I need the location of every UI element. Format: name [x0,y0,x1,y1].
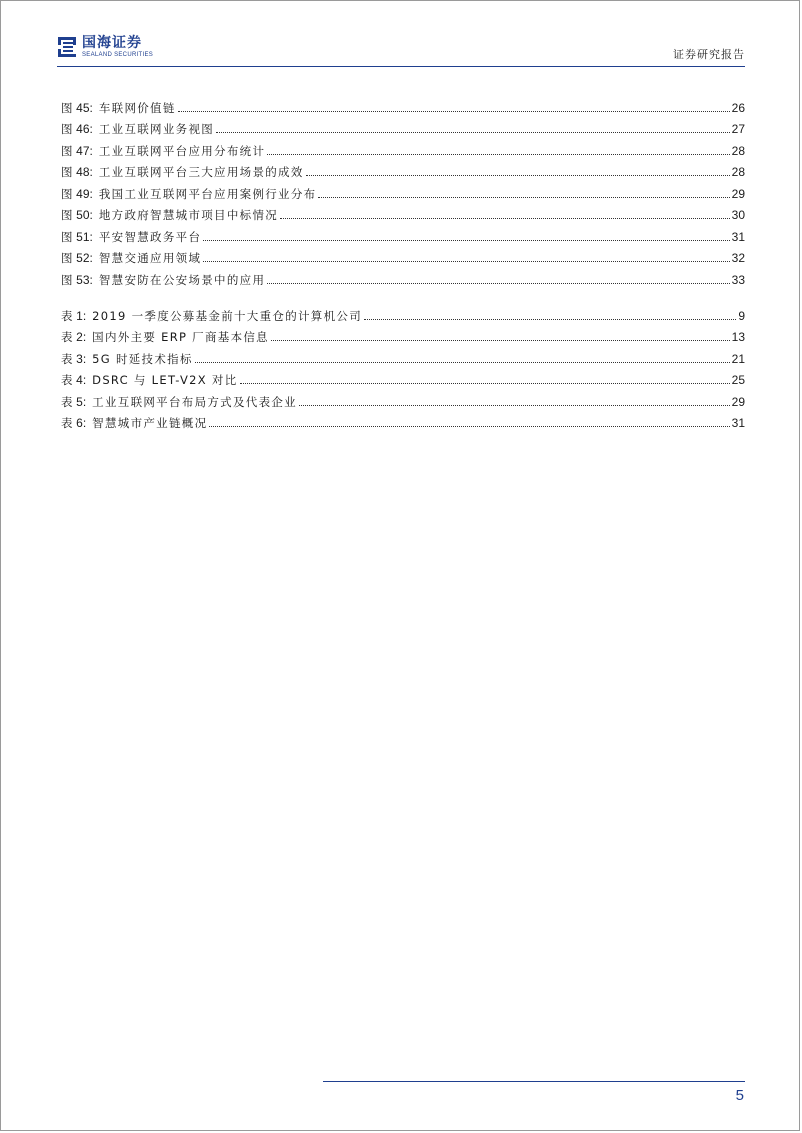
entry-number: 50: [76,208,93,222]
entry-page: 30 [731,208,745,222]
entry-title: 地方政府智慧城市项目中标情况 [98,208,279,222]
entry-number: 6: [76,416,87,430]
entry-page: 33 [731,272,745,287]
dot-leader [318,197,729,198]
logo-english-name: SEALAND SECURITIES [82,52,154,58]
dot-leader [240,383,730,384]
page-number: 5 [735,1087,744,1104]
toc-entry-table-3[interactable] [61,344,745,366]
entry-title: 国内外主要 ERP 厂商基本信息 [92,330,269,344]
toc-entry-figure-52[interactable] [61,244,745,266]
toc-entry-figure-51[interactable] [61,222,745,244]
entry-number: 49: [76,186,93,201]
entry-page: 13 [731,330,745,344]
entry-number: 47: [76,143,93,158]
dot-leader [203,261,729,262]
toc-entry-table-5[interactable] [61,387,745,409]
toc-entry-figure-53[interactable] [61,265,745,287]
entry-number: 1: [76,308,87,323]
logo-chinese-name: 国海证券 [82,35,142,51]
entry-prefix: 图 [61,186,77,201]
dot-leader [178,111,730,112]
report-type-label: 证券研究报告 [673,48,745,61]
entry-page: 32 [731,251,745,265]
dot-leader [209,426,729,427]
entry-title: 车联网价值链 [98,100,176,115]
entry-page: 31 [731,416,745,430]
entry-page: 27 [731,122,745,136]
entry-number: 5: [76,394,87,409]
header-divider [57,66,745,67]
entry-prefix: 表 [61,308,77,323]
dot-leader [267,154,729,155]
entry-title: 工业互联网业务视图 [98,122,215,136]
entry-prefix: 表 [61,394,77,409]
table-list [61,301,745,430]
entry-page: 28 [731,143,745,158]
entry-page: 9 [738,308,745,323]
dot-leader [306,175,730,176]
entry-number: 53: [76,272,93,287]
entry-number: 51: [76,229,93,244]
toc-entry-table-2[interactable] [61,323,745,345]
dot-leader [271,340,730,341]
toc-entry-table-6[interactable] [61,409,745,431]
entry-title: 我国工业互联网平台应用案例行业分布 [98,186,317,201]
entry-prefix: 表 [61,373,77,387]
entry-prefix: 图 [61,229,77,244]
toc-entry-figure-48[interactable] [61,158,745,180]
toc-entry-figure-49[interactable] [61,179,745,201]
entry-prefix: 图 [61,165,77,179]
entry-page: 28 [731,165,745,179]
entry-page: 31 [731,229,745,244]
entry-prefix: 表 [61,351,77,366]
entry-page: 29 [731,394,745,409]
entry-title: DSRC 与 LET-V2X 对比 [92,373,238,387]
toc-entry-table-4[interactable] [61,366,745,388]
footer-divider [323,1081,745,1082]
entry-prefix: 表 [61,416,77,430]
toc-entry-figure-50[interactable] [61,201,745,223]
entry-number: 2: [76,330,87,344]
entry-number: 45: [76,100,93,115]
entry-title: 平安智慧政务平台 [98,229,202,244]
dot-leader [203,240,729,241]
entry-prefix: 表 [61,330,77,344]
entry-page: 26 [731,100,745,115]
entry-title: 工业互联网平台三大应用场景的成效 [98,165,304,179]
entry-title: 智慧交通应用领域 [98,251,202,265]
entry-number: 46: [76,122,93,136]
figure-list [61,93,745,287]
toc-entry-figure-46[interactable] [61,115,745,137]
entry-title: 5G 时延技术指标 [92,351,193,366]
company-logo [57,36,153,59]
dot-leader [299,405,730,406]
entry-prefix: 图 [61,208,77,222]
toc-entry-figure-45[interactable] [61,93,745,115]
toc-entry-figure-47[interactable] [61,136,745,158]
entry-page: 29 [731,186,745,201]
entry-prefix: 图 [61,100,77,115]
entry-title: 智慧安防在公安场景中的应用 [98,272,266,287]
entry-number: 48: [76,165,93,179]
dot-leader [195,362,730,363]
entry-prefix: 图 [61,272,77,287]
dot-leader [267,283,729,284]
entry-page: 25 [731,373,745,387]
page-header [57,36,745,66]
entry-prefix: 图 [61,143,77,158]
entry-prefix: 图 [61,251,77,265]
toc-entry-table-1[interactable] [61,301,745,323]
dot-leader [364,319,736,320]
entry-number: 3: [76,351,87,366]
entry-title: 2019 一季度公募基金前十大重仓的计算机公司 [92,308,362,323]
entry-number: 4: [76,373,87,387]
entry-page: 21 [731,351,745,366]
entry-title: 智慧城市产业链概况 [92,416,208,430]
entry-number: 52: [76,251,93,265]
entry-prefix: 图 [61,122,77,136]
entry-title: 工业互联网平台应用分布统计 [98,143,266,158]
entry-title: 工业互联网平台布局方式及代表企业 [92,394,297,409]
dot-leader [216,132,730,133]
sealand-logo-icon [57,36,77,58]
dot-leader [280,218,730,219]
